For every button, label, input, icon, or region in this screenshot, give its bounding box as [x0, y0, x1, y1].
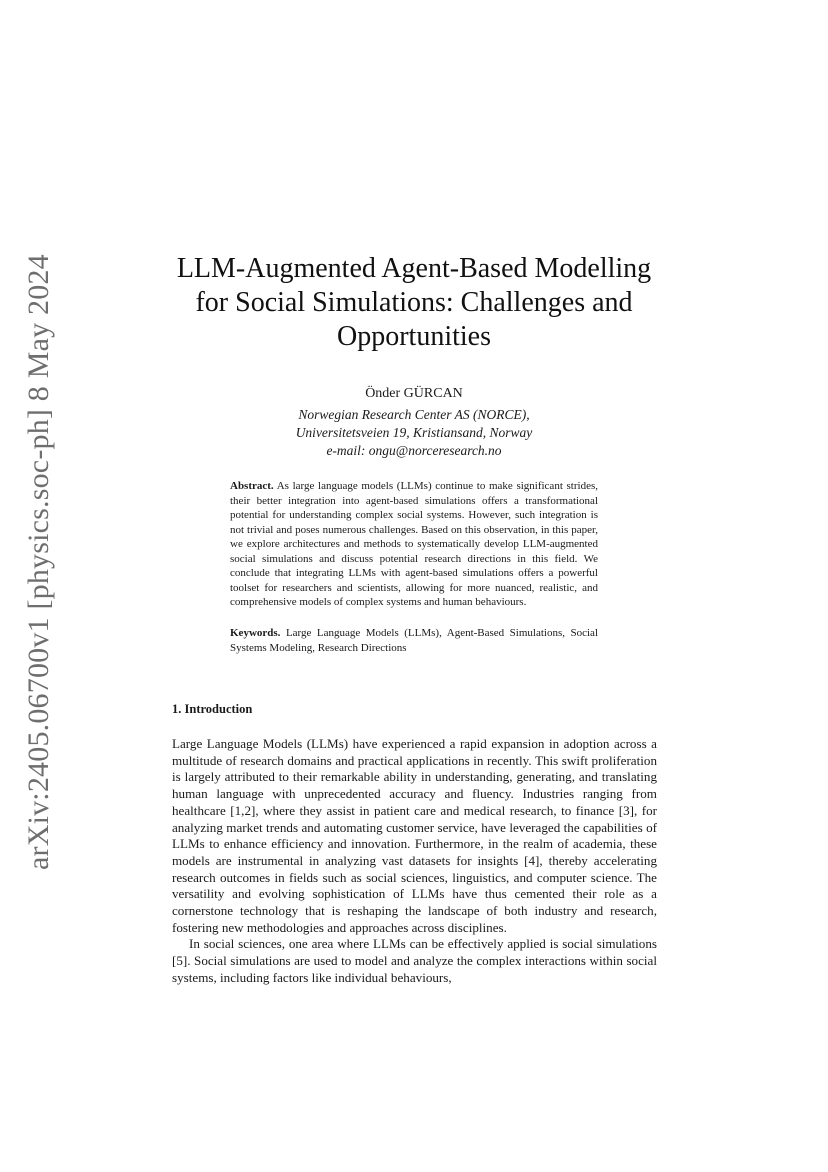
section-heading-introduction: 1. Introduction — [172, 702, 253, 716]
arxiv-identifier: arXiv:2405.06700v1 [physics.soc-ph] 8 May 2024 — [22, 254, 55, 870]
paper-title — [160, 252, 668, 354]
paragraph: In social sciences, one area where LLMs can be effectively applied is social simulations [5]. Social simulations are used to model and analyze the complex interactions within social systems, including factors like individual behaviours, — [172, 936, 657, 985]
paragraph: Large Language Models (LLMs) have experienced a rapid expansion in adoption across a multitude of research domains and practical applications in recently. This swift proliferation is largely attributed to their remarkable ability in understanding, generating, and translating human language with unprecedented accuracy and fluency. Industries ranging from healthcare [1,2], where they assist in patient care and medical research, to finance [3], for analyzing market trends and automating customer service, have leveraged the capabilities of LLMs to enhance efficiency and innovation. Furthermore, in the realm of academia, these models are instrumental in analyzing vast datasets for insights [4], thereby accelerating research outcomes in fields such as social sciences, linguistics, and computer science. The versatility and evolving sophistication of LLMs have thus cemented their role as a cornerstone technology that is reshaping the landscape of both industry and research, fostering new methodologies and approaches across disciplines. — [172, 736, 657, 935]
affiliation-line: Norwegian Research Center AS (NORCE), — [298, 407, 530, 422]
introduction-body — [172, 736, 657, 987]
title-line: for Social Simulations: Challenges and — [195, 287, 633, 318]
title-line: LLM-Augmented Agent-Based Modelling — [176, 253, 652, 284]
author-affiliation — [160, 406, 668, 460]
abstract-label: Abstract. — [230, 480, 274, 492]
keywords — [230, 626, 598, 655]
affiliation-email[interactable]: e-mail: ongu@norceresearch.no — [326, 443, 502, 458]
title-line: Opportunities — [337, 321, 491, 352]
keywords-text: Large Language Models (LLMs), Agent-Based Simulations, Social Systems Modeling, Research Directions — [230, 627, 598, 654]
keywords-label: Keywords. — [230, 627, 281, 639]
abstract — [230, 479, 598, 610]
affiliation-line: Universitetsveien 19, Kristiansand, Norway — [295, 425, 533, 440]
abstract-text: As large language models (LLMs) continue to make significant strides, their better integration into agent-based simulations offers a transformational potential for understanding complex social systems. However, such integration is not trivial and poses numerous challenges. Based on this observation, in this paper, we explore architectures and methods to systematically develop LLM-augmented social simulations and discuss potential research directions in this field. We conclude that integrating LLMs with agent-based simulations offers a powerful toolset for researchers and scientists, allowing for more nuanced, realistic, and comprehensive models of complex systems and human behaviours. — [230, 480, 598, 608]
author-name: Önder GÜRCAN — [365, 386, 463, 401]
